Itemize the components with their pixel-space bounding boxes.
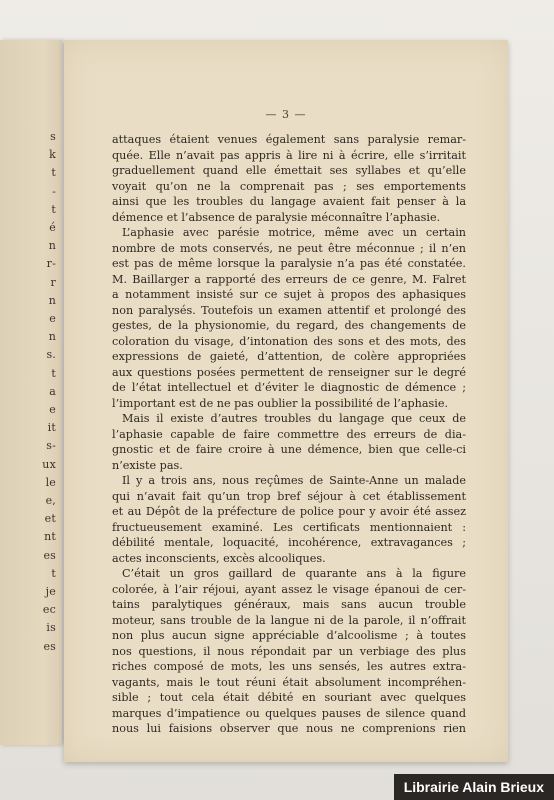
text-line: coloration du visage, d’intonation des sons et des mots, des	[112, 334, 466, 348]
text-line: fructueusement examiné. Les certificats mentionnaient :	[112, 520, 466, 534]
left-page-fragment: is	[46, 621, 56, 635]
text-line: débilité mentale, loquacité, incohérence, extravagances ;	[112, 536, 466, 549]
text-line: expressions de gaieté, d’attention, de colère appropriées	[112, 350, 466, 363]
text-line: gestes, de la physionomie, du regard, des changements de	[112, 319, 466, 332]
text-line: ainsi que les troubles du langage avaient fait penser à la	[112, 195, 466, 208]
left-page-fragment: s-	[46, 439, 56, 453]
text-line: gnostic et de faire croire à une démence, bien que celle-ci	[112, 443, 466, 456]
left-page-fragment: je	[45, 585, 56, 598]
text-line: et au Dépôt de la préfecture de police pour y avoir été assez	[112, 505, 466, 518]
left-page-fragment: r-	[46, 257, 56, 271]
text-line: voyait qu’on ne la comprenait pas ; ses emportements	[112, 179, 466, 193]
bookseller-watermark: Librairie Alain Brieux	[394, 774, 554, 800]
left-page-fragment: n	[48, 239, 56, 253]
left-page-fragment: e	[49, 403, 56, 416]
text-line: de l’état intellectuel et d’éviter le diagnostic de démence ;	[112, 381, 466, 394]
text-line: moteur, sans trouble de la langue ni de la parole, il n’offrait	[112, 613, 466, 627]
left-page-fragment: ec	[42, 603, 56, 617]
text-line: riches composé de mots, les uns sensés, les autres extra-	[112, 660, 466, 673]
page-number: — 3 —	[265, 108, 307, 121]
text-line: quée. Elle n’avait pas appris à lire ni à écrire, elle s’irritait	[112, 148, 466, 162]
left-page-fragment: le	[45, 475, 56, 489]
left-page-fragment: s	[50, 130, 56, 143]
left-page-fragment: r	[50, 275, 56, 289]
text-line: colorée, à l’air réjoui, ayant assez le visage épanoui de cer-	[112, 582, 466, 596]
left-page-fragment: e,	[45, 494, 56, 507]
left-page-fragment: -	[52, 184, 56, 198]
left-page-fragment: é	[49, 221, 56, 234]
text-line: démence et l’absence de paralysie méconnaître l’aphasie.	[112, 210, 441, 224]
left-page-fragment: k	[49, 148, 56, 162]
text-line: M. Baillarger a rapporté des erreurs de ce genre, M. Falret	[112, 272, 466, 286]
text-line: l’important est de ne pas oublier la possibilité de l’aphasie.	[112, 396, 449, 410]
left-page-fragment: t	[51, 566, 56, 580]
text-line: qui n’avait fait qu’un trop bref séjour à cet établissement	[112, 489, 466, 503]
book-page	[64, 40, 508, 762]
text-line: actes inconscients, excès alcooliques.	[112, 551, 326, 565]
text-line: L’aphasie avec parésie motrice, même avec un certain	[122, 226, 466, 239]
text-line: nous lui faisions observer que nous ne comprenions rien	[112, 722, 466, 735]
left-page-fragment: e	[49, 312, 56, 325]
text-line: sible ; tout cela était débité en souriant avec quelques	[112, 691, 466, 704]
text-line: non paralysés. Toutefois un examen attentif et prolongé des	[112, 303, 466, 317]
text-line: l’aphasie capable de faire commettre des erreurs de dia-	[112, 427, 466, 441]
text-line: graduellement quand elle émettait ses syllabes et qu’elle	[112, 164, 466, 177]
text-line: tains paralytiques généraux, mais sans aucun trouble	[112, 598, 466, 611]
text-line: est pas de même lorsque la paralysie n’a pas été constatée.	[112, 257, 466, 270]
left-page-fragment: s.	[46, 348, 56, 362]
text-line: n’existe pas.	[112, 458, 183, 472]
left-page-fragment: ux	[42, 457, 56, 471]
left-page-fragment: nt	[44, 530, 56, 544]
left-page-fragment: n	[48, 330, 56, 344]
text-line: vagants, mais le tout réuni était absolument incompréhen-	[112, 675, 466, 689]
text-line: C’était un gros gaillard de quarante ans à la figure	[122, 567, 466, 580]
left-page-fragment: t	[51, 166, 56, 180]
left-page-edge	[0, 40, 62, 745]
text-line: Mais il existe d’autres troubles du langage que ceux de	[122, 412, 466, 425]
text-line: aux questions posées permettent de renseigner sur le degré	[112, 365, 466, 379]
text-line: nombre de mots conservés, ne peut être méconnue ; il n’en	[112, 241, 466, 255]
text-line: a notamment insisté sur ce sujet à propos des aphasiques	[112, 288, 466, 301]
page-text	[112, 132, 466, 737]
left-page-fragment: t	[51, 202, 56, 216]
left-page-fragment: es	[43, 639, 56, 653]
left-page-fragment: es	[43, 548, 56, 562]
left-page-fragment: n	[48, 293, 56, 307]
left-page-fragment: it	[47, 421, 56, 435]
text-line: non plus aucun signe appréciable d’alcoolisme ; à toutes	[112, 629, 466, 642]
left-page-fragment: et	[44, 512, 56, 526]
left-page-fragment: a	[49, 384, 56, 398]
text-line: nos questions, il nous répondait par un verbiage des plus	[112, 644, 466, 658]
text-line: Il y a trois ans, nous reçûmes de Sainte-Anne un malade	[122, 474, 466, 487]
text-line: marques d’impatience ou quelques pauses de silence quand	[112, 706, 466, 720]
left-page-fragment: t	[51, 366, 56, 380]
text-line: attaques étaient venues également sans paralysie remar-	[112, 133, 466, 146]
